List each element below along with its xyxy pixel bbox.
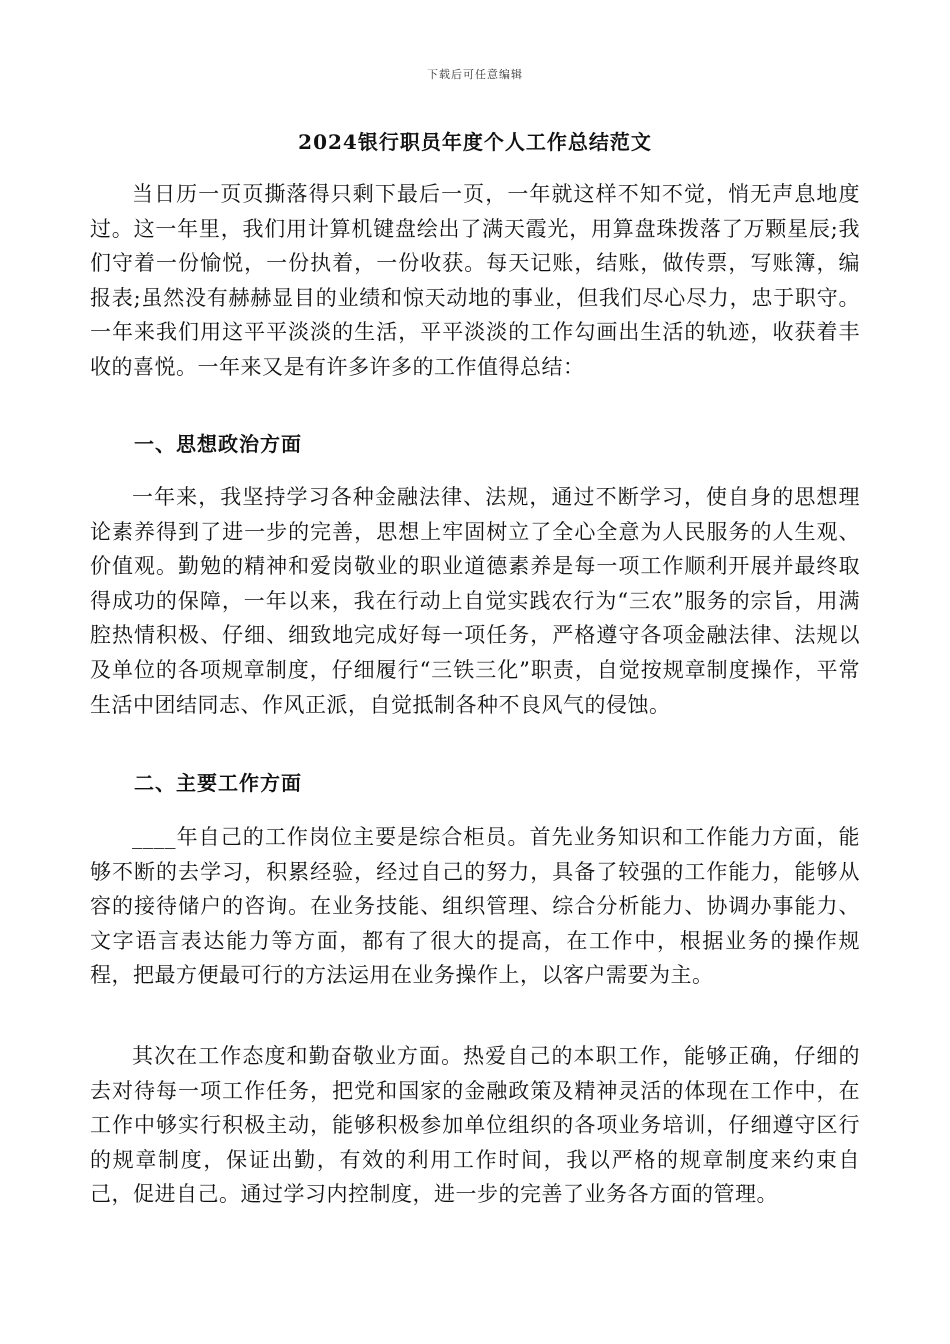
intro-paragraph: 当日历一页页撕落得只剩下最后一页，一年就这样不知不觉，悄无声息地度过。这一年里，我们用计算机键盘绘出了满天霞光，用算盘珠拨落了万颗星辰;我们守着一份愉悦，一份执着，一份收获。每天记账，结账，做传票，写账簿，编报表;虽然没有赫赫显目的业绩和惊天动地的事业，但我们尽心尽力，忠于职守。一年来我们用这平平淡淡的生活，平平淡淡的工作勾画出生活的轨迹，收获着丰收的喜悦。一年来又是有许多许多的工作值得总结： — [90, 182, 860, 379]
section-work-paragraph-1: ____年自己的工作岗位主要是综合柜员。首先业务知识和工作能力方面，能够不断的去学习，积累经验，经过自己的努力，具备了较强的工作能力，能够从容的接待储户的咨询。在业务技能、组织管理、综合分析能力、协调办事能力、文字语言表达能力等方面，都有了很大的提高，在工作中，根据业务的操作规程，把最方便最可行的方法运用在业务操作上，以客户需要为主。 — [90, 825, 860, 988]
section-politics-paragraph: 一年来，我坚持学习各种金融法律、法规，通过不断学习，使自身的思想理论素养得到了进一步的完善，思想上牢固树立了全心全意为人民服务的人生观、价值观。勤勉的精神和爱岗敬业的职业道德素养是每一项工作顺利开展并最终取得成功的保障，一年以来，我在行动上自觉实践农行为“三农”服务的宗旨，用满腔热情积极、仔细、细致地完成好每一项任务，严格遵守各项金融法律、法规以及单位的各项规章制度，仔细履行“三铁三化”职责，自觉按规章制度操作，平常生活中团结同志、作风正派，自觉抵制各种不良风气的侵蚀。 — [90, 485, 860, 717]
section-heading-politics: 一、思想政治方面 — [134, 432, 302, 456]
header-note: 下载后可任意编辑 — [427, 68, 523, 81]
page-title: 2024银行职员年度个人工作总结范文 — [298, 130, 652, 154]
section-heading-work: 二、主要工作方面 — [134, 771, 302, 795]
section-work-paragraph-2: 其次在工作态度和勤奋敬业方面。热爱自己的本职工作，能够正确，仔细的去对待每一项工作任务，把党和国家的金融政策及精神灵活的体现在工作中，在工作中够实行积极主动，能够积极参加单位组织的各项业务培训，仔细遵守区行的规章制度，保证出勤，有效的利用工作时间，我以严格的规章制度来约束自己，促进自己。通过学习内控制度，进一步的完善了业务各方面的管理。 — [90, 1044, 860, 1207]
